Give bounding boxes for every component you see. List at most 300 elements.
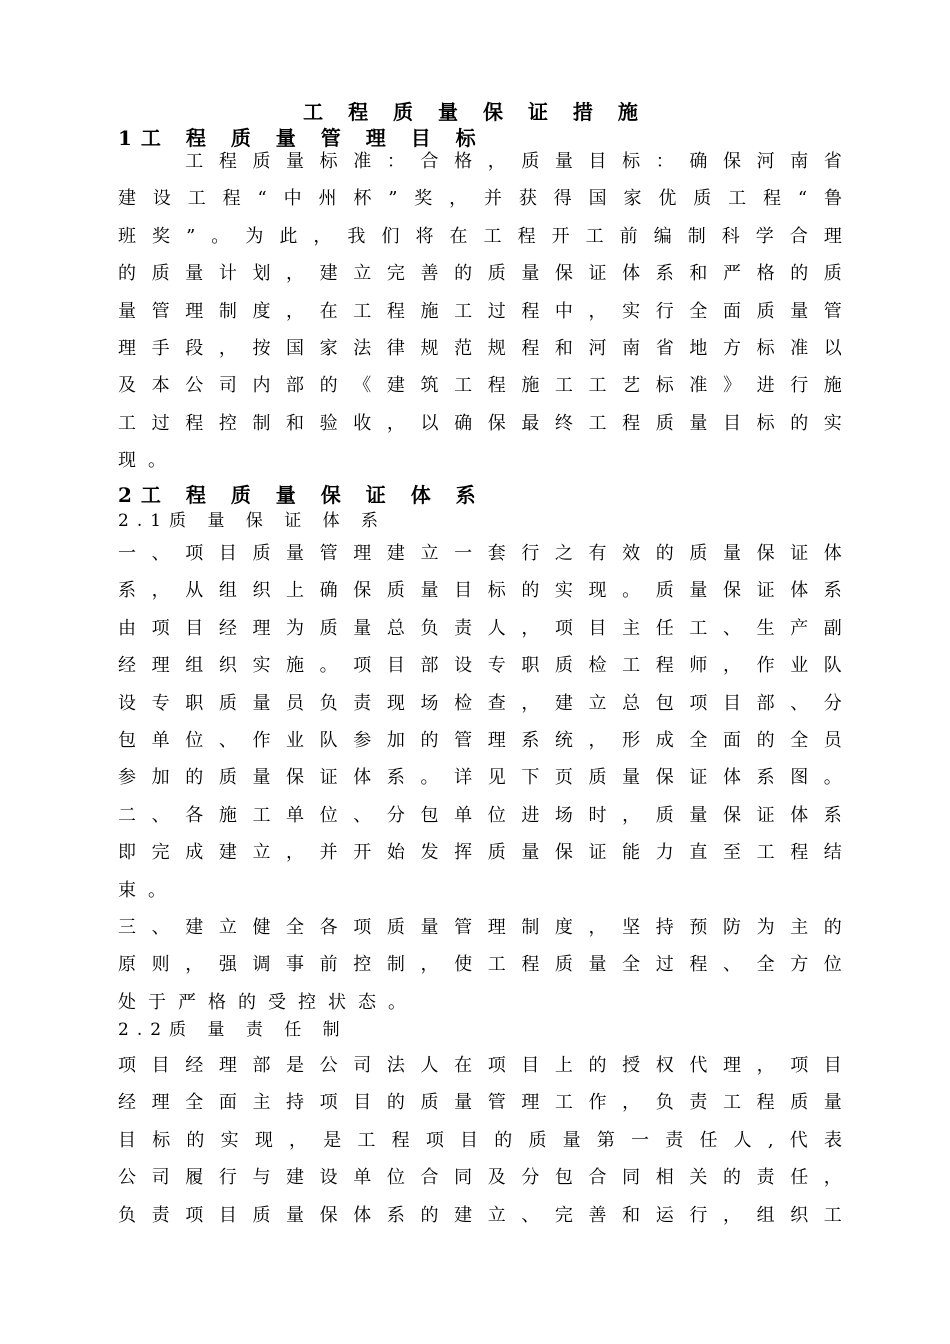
char: 责 [353, 692, 372, 714]
char: 前 [619, 225, 638, 247]
char: 标 [756, 337, 775, 359]
char: 管 [319, 543, 338, 564]
char: 理 [722, 1055, 741, 1076]
char: 质 [823, 263, 842, 285]
subsection-heading-quality-system: 2.1质 量 保 证 体 系 [118, 511, 387, 531]
char: 确 [689, 151, 708, 172]
char: 保 [722, 151, 741, 172]
char: 部 [420, 655, 439, 677]
char: 下 [521, 767, 540, 789]
char: 以 [823, 337, 842, 359]
text-line [118, 572, 842, 609]
char: 系 [521, 729, 540, 751]
char: 项 [487, 1055, 506, 1076]
char: 套 [487, 543, 506, 564]
char: 位 [823, 954, 842, 976]
char: ： [655, 151, 674, 172]
char: ， [151, 580, 170, 602]
char: 完 [151, 842, 170, 864]
char: 质 [521, 151, 540, 172]
char: 、 [151, 804, 170, 826]
char: 家 [623, 188, 642, 210]
char: 、 [151, 543, 170, 564]
char: 织 [218, 655, 237, 677]
char: 设 [152, 188, 171, 210]
char: 证 [689, 767, 708, 789]
char: ” [186, 225, 196, 247]
char: 量 [521, 263, 540, 285]
char: 图 [790, 767, 809, 789]
char: 系 [823, 580, 842, 602]
char: 运 [655, 1204, 674, 1226]
char: 责 [454, 617, 473, 639]
char: 主 [252, 1092, 271, 1114]
char: 程 [655, 655, 674, 677]
char: 单 [286, 804, 305, 826]
char: 量 [420, 916, 439, 938]
char: 司 [218, 375, 237, 397]
char: 分 [521, 1167, 540, 1189]
char: 体 [790, 804, 809, 826]
char: 负 [319, 692, 338, 714]
char: 善 [588, 1204, 607, 1226]
char: 统 [554, 729, 573, 751]
char: 立 [420, 543, 439, 564]
char: 责 [756, 1167, 775, 1189]
char: 全 [790, 729, 809, 751]
char: 项 [790, 1055, 809, 1076]
char: 即 [118, 842, 136, 864]
char: 部 [756, 692, 775, 714]
char: 终 [554, 412, 573, 434]
char: 进 [521, 804, 540, 826]
char: 制 [521, 916, 540, 938]
char: 相 [655, 1167, 674, 1189]
char: 全 [689, 729, 708, 751]
text-line [118, 1197, 842, 1234]
char: 设 [454, 655, 473, 677]
char: 工 [454, 375, 473, 397]
char: 质 [218, 767, 237, 789]
char: 准 [353, 151, 372, 172]
char: 生 [756, 617, 775, 639]
char: 员 [823, 729, 842, 751]
char: 的 [386, 1092, 405, 1114]
char: ， [313, 225, 332, 247]
char: 前 [319, 954, 338, 976]
char: 项 [319, 1092, 338, 1114]
char: 则 [151, 954, 170, 976]
char: 全 [622, 954, 641, 976]
char: 度 [252, 300, 271, 322]
char: 的 [790, 412, 809, 434]
char: 管 [454, 916, 473, 938]
char: 手 [151, 337, 170, 359]
char: 目 [588, 617, 607, 639]
char: 履 [185, 1167, 204, 1189]
char: 面 [722, 729, 741, 751]
char: 与 [252, 1167, 271, 1189]
char: 艺 [622, 375, 641, 397]
char: ： [386, 151, 405, 172]
text-line: 处于严格的受控状态。 [118, 991, 418, 1013]
char: 保 [655, 767, 674, 789]
char: 得 [553, 188, 572, 210]
char: 标 [319, 151, 338, 172]
char: 、 [521, 1204, 540, 1226]
char: 公 [319, 1055, 338, 1076]
char: 全 [185, 1092, 204, 1114]
char: 能 [622, 842, 641, 864]
char: 进 [756, 375, 775, 397]
char: 制 [252, 412, 271, 434]
char: 调 [252, 954, 271, 976]
char: 划 [252, 263, 271, 285]
char: 质 [790, 1092, 809, 1114]
char: 体 [790, 580, 809, 602]
char: ” [388, 188, 398, 210]
char: 质 [655, 412, 674, 434]
char: 建 [286, 1167, 305, 1189]
char: 工 [588, 412, 607, 434]
char: 的 [494, 1129, 513, 1151]
char: 量 [689, 412, 708, 434]
char: 立 [588, 692, 607, 714]
char: 立 [487, 1204, 506, 1226]
char: 使 [454, 954, 473, 976]
char: 的 [185, 767, 204, 789]
char: 任 [790, 1167, 809, 1189]
char: 量 [790, 300, 809, 322]
char: 善 [420, 263, 439, 285]
char: ， [521, 617, 540, 639]
char: 任 [699, 1129, 718, 1151]
char: 量 [118, 300, 136, 322]
char: 的 [454, 263, 473, 285]
char: 责 [689, 1092, 708, 1114]
char: 并 [319, 842, 338, 864]
char: 权 [655, 1055, 674, 1076]
char: 施 [823, 375, 842, 397]
char: 程 [222, 188, 241, 210]
char: 目 [722, 692, 741, 714]
char: 的 [521, 580, 540, 602]
char: 工 [483, 225, 502, 247]
char: 经 [218, 617, 237, 639]
char: 公 [118, 1167, 136, 1189]
char: 师 [689, 655, 708, 677]
char: ， [622, 1092, 641, 1114]
char: 准 [790, 337, 809, 359]
char: ， [286, 263, 305, 285]
char: 保 [756, 543, 775, 564]
char: 队 [319, 729, 338, 751]
char: 和 [622, 1204, 641, 1226]
char: 。 [823, 767, 842, 789]
text-line [118, 647, 842, 684]
char: 并 [484, 188, 503, 210]
char: 本 [151, 375, 170, 397]
text-line [118, 405, 842, 442]
char: 代 [789, 1129, 808, 1151]
char: 量 [185, 263, 204, 285]
char: 负 [420, 617, 439, 639]
char: 规 [420, 337, 439, 359]
char: 单 [353, 1167, 372, 1189]
char: 工 [454, 300, 473, 322]
char: 质 [319, 617, 338, 639]
char: ， [521, 692, 540, 714]
char: 系 [386, 767, 405, 789]
char: 项 [353, 655, 372, 677]
char: 代 [689, 1055, 708, 1076]
char: 在 [454, 1055, 473, 1076]
char: 实 [252, 655, 271, 677]
char: 质 [554, 954, 573, 976]
char: 目 [823, 1055, 842, 1076]
char: 质 [252, 543, 271, 564]
char: 理 [185, 300, 204, 322]
char: 副 [823, 617, 842, 639]
char: 国 [286, 337, 305, 359]
char: 标 [622, 151, 641, 172]
char: 详 [454, 767, 473, 789]
char: 质 [487, 842, 506, 864]
char: 程 [756, 1092, 775, 1114]
char: 目 [353, 1092, 372, 1114]
char: 单 [151, 729, 170, 751]
char: 规 [487, 337, 506, 359]
char: 此 [279, 225, 298, 247]
char: 工 [823, 1204, 842, 1226]
char: 行 [689, 1204, 708, 1226]
char: 现 [254, 1129, 273, 1151]
char: 地 [689, 337, 708, 359]
char: 实 [220, 1129, 239, 1151]
char: 质 [693, 188, 712, 210]
char: 有 [588, 543, 607, 564]
text-line [118, 180, 842, 217]
char: 工 [187, 188, 206, 210]
char: 程 [689, 954, 708, 976]
char: 在 [449, 225, 468, 247]
char: 程 [622, 412, 641, 434]
char: 建 [386, 375, 405, 397]
char: 和 [554, 337, 573, 359]
char: 始 [386, 842, 405, 864]
char: ， [185, 954, 204, 976]
char: 》 [722, 375, 741, 397]
char: 南 [622, 337, 641, 359]
char: ， [487, 151, 506, 172]
char: 理 [353, 543, 372, 564]
char: 系 [655, 263, 674, 285]
char: 量 [554, 151, 573, 172]
char: 质 [554, 655, 573, 677]
char: 全 [689, 300, 708, 322]
char: 理 [823, 225, 842, 247]
char: 组 [185, 655, 204, 677]
char: 授 [622, 1055, 641, 1076]
char: 法 [386, 1055, 405, 1076]
char: 坚 [622, 916, 641, 938]
char: 责 [665, 1129, 684, 1151]
char: 的 [118, 263, 136, 285]
char: 力 [655, 842, 674, 864]
char: 查 [487, 692, 506, 714]
char: 系 [118, 580, 136, 602]
char: 量 [420, 580, 439, 602]
char: 管 [487, 1092, 506, 1114]
char: 分 [386, 804, 405, 826]
char: 证 [790, 543, 809, 564]
char: 公 [185, 375, 204, 397]
char: 过 [655, 954, 674, 976]
char: 实 [622, 300, 641, 322]
char: 优 [658, 188, 677, 210]
char: 效 [622, 543, 641, 564]
char: 的 [588, 1055, 607, 1076]
char: 场 [420, 692, 439, 714]
char: 完 [554, 1204, 573, 1226]
char: 计 [218, 263, 237, 285]
char: 质 [756, 300, 775, 322]
char: 项 [185, 1204, 204, 1226]
char: 立 [353, 263, 372, 285]
char: 项 [554, 617, 573, 639]
char: 发 [420, 842, 439, 864]
char: 的 [823, 916, 842, 938]
char: 主 [622, 617, 641, 639]
char: 质 [151, 263, 170, 285]
char: 、 [353, 804, 372, 826]
char: 建 [319, 263, 338, 285]
char: ， [420, 954, 439, 976]
char: 体 [353, 767, 372, 789]
page-title: 工 程 质 量 保 证 措 施 [303, 100, 647, 124]
char: 编 [653, 225, 672, 247]
text-line [118, 218, 842, 255]
text-line [118, 834, 842, 871]
char: 建 [454, 1204, 473, 1226]
char: 过 [151, 412, 170, 434]
char: 工 [585, 225, 604, 247]
char: 全 [756, 954, 775, 976]
char: 。 [211, 225, 230, 247]
char: 行 [521, 543, 540, 564]
char: 获 [518, 188, 537, 210]
char: 组 [756, 1204, 775, 1226]
char: 上 [554, 1055, 573, 1076]
char: 强 [218, 954, 237, 976]
char: 量 [353, 617, 372, 639]
char: 目 [185, 617, 204, 639]
char: 量 [286, 151, 305, 172]
char: 包 [655, 692, 674, 714]
char: 工 [554, 1092, 573, 1114]
char: 实 [823, 412, 842, 434]
char: 律 [386, 337, 405, 359]
char: 司 [151, 1167, 170, 1189]
char: 量 [286, 1204, 305, 1226]
char: 加 [151, 767, 170, 789]
char: 证 [756, 580, 775, 602]
subsection-body-quality-responsibility [118, 1047, 842, 1234]
char: 检 [454, 692, 473, 714]
char: 立 [252, 842, 271, 864]
char: 二 [118, 804, 136, 826]
char: 一 [454, 543, 473, 564]
char: 系 [823, 804, 842, 826]
char: 理 [521, 1092, 540, 1114]
char: 鲁 [823, 188, 842, 210]
char: 各 [185, 804, 204, 826]
char: 工 [756, 842, 775, 864]
char: 量 [689, 804, 708, 826]
char: 按 [252, 337, 271, 359]
char: 员 [286, 692, 305, 714]
char: 一 [631, 1129, 650, 1151]
char: 目 [218, 1204, 237, 1226]
char: 结 [823, 842, 842, 864]
char: 施 [420, 300, 439, 322]
char: 参 [118, 767, 136, 789]
char: 的 [655, 543, 674, 564]
text-line: 现。 [118, 450, 178, 472]
char: 程 [386, 300, 405, 322]
section-heading-quality-target: 1工 程 质 量 管 理 目 标 [118, 126, 485, 150]
char: 建 [218, 842, 237, 864]
char: 关 [689, 1167, 708, 1189]
char: 质 [386, 916, 405, 938]
char: 控 [218, 412, 237, 434]
char: 证 [588, 263, 607, 285]
char: 开 [353, 842, 372, 864]
char: 方 [790, 954, 809, 976]
char: 挥 [454, 842, 473, 864]
char: 面 [218, 1092, 237, 1114]
char: 完 [386, 263, 405, 285]
char: 格 [454, 151, 473, 172]
char: 持 [655, 916, 674, 938]
text-line [118, 1084, 842, 1121]
char: 管 [823, 300, 842, 322]
section-heading-quality-system: 2工 程 质 量 保 证 体 系 [118, 483, 485, 507]
char: 。 [622, 580, 641, 602]
char: 负 [655, 1092, 674, 1114]
subsection-heading-quality-responsibility: 2.2质 量 责 任 制 [118, 1020, 348, 1040]
char: 队 [823, 655, 842, 677]
char: 质 [252, 151, 271, 172]
char: 为 [756, 916, 775, 938]
char: 理 [151, 1092, 170, 1114]
char: 立 [218, 916, 237, 938]
char: 目 [521, 1055, 540, 1076]
char: 工 [588, 375, 607, 397]
char: 体 [622, 263, 641, 285]
char: ， [823, 1167, 842, 1189]
char: 学 [755, 225, 774, 247]
char: 制 [687, 225, 706, 247]
char: ， [286, 842, 305, 864]
char: 的 [790, 263, 809, 285]
char: 合 [420, 1167, 439, 1189]
char: 、 [151, 916, 170, 938]
char: 人 [733, 1129, 752, 1151]
section-body-quality-target [118, 143, 842, 480]
char: 质 [528, 1129, 547, 1151]
char: 组 [218, 580, 237, 602]
